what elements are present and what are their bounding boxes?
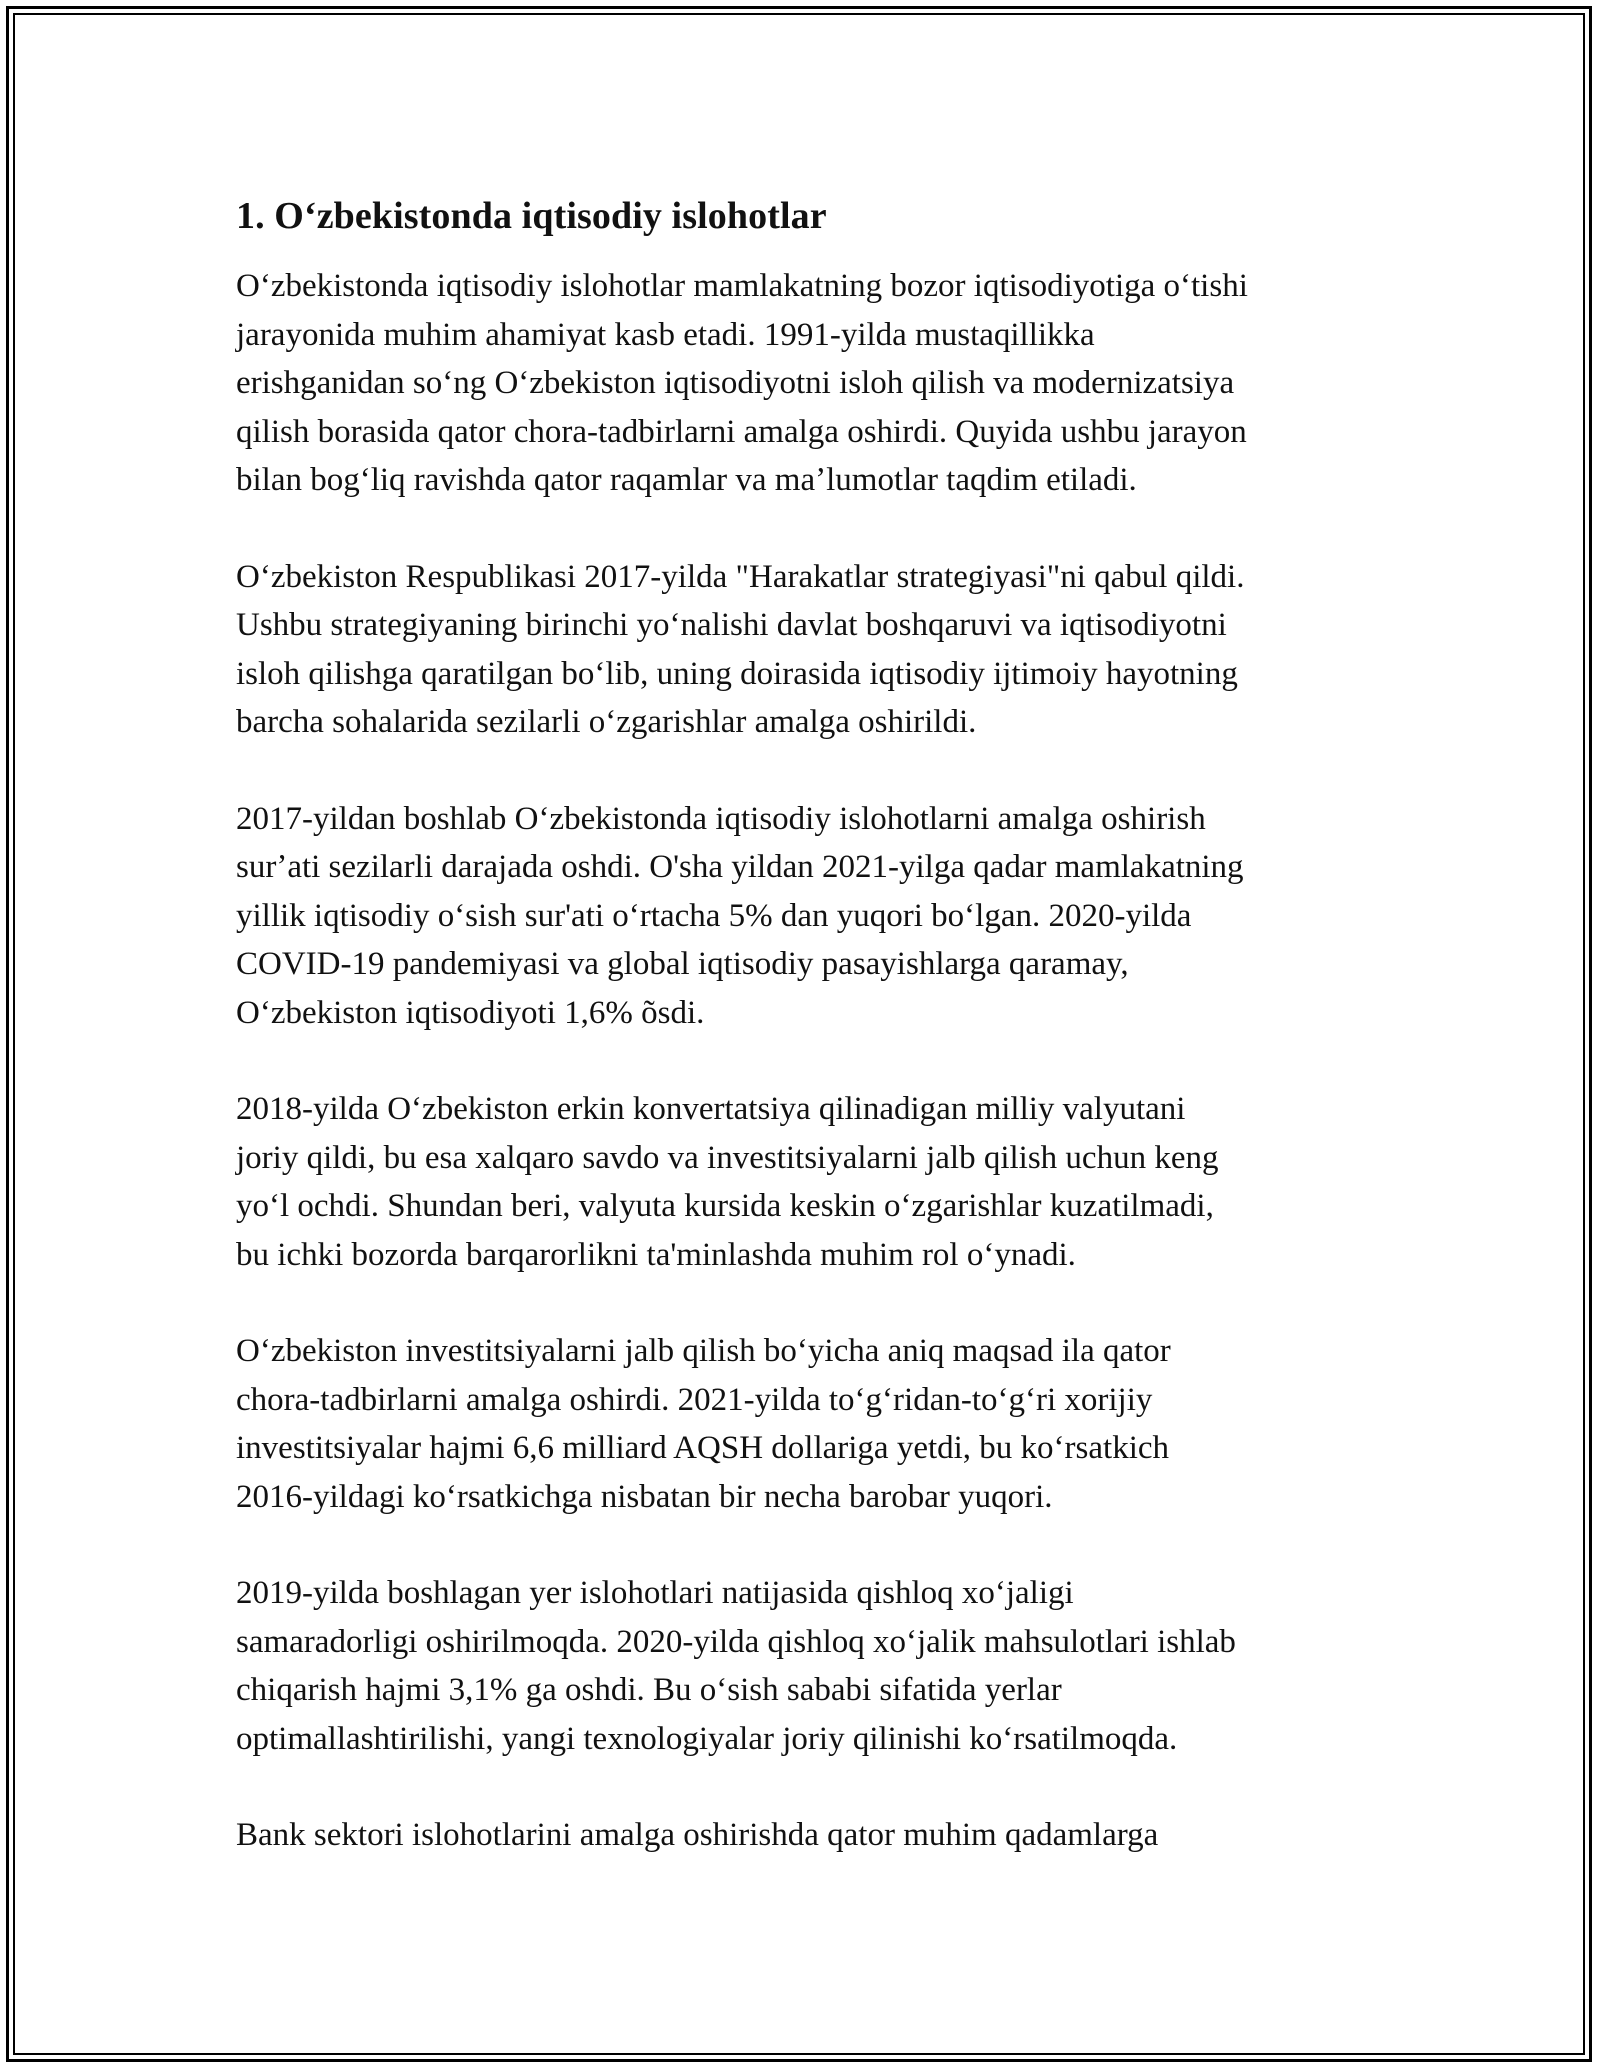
text-line: Oʻzbekiston iqtisodiyoti 1,6% õsdi. [236, 994, 705, 1031]
paragraph-5 [236, 1327, 1386, 1521]
text-line: bu ichki bozorda barqarorlikni ta'minlashda muhim rol oʻynadi. [236, 1236, 1076, 1273]
text-line: jarayonida muhim ahamiyat kasb etadi. 1991-yilda mustaqillikka [236, 316, 1095, 353]
text-line: 2016-yildagi koʻrsatkichga nisbatan bir necha barobar yuqori. [236, 1478, 1053, 1515]
text-line: Bank sektori islohotlarini amalga oshirishda qator muhim qadamlarga [236, 1817, 1159, 1853]
text-line: yoʻl ochdi. Shundan beri, valyuta kursida keskin oʻzgarishlar kuzatilmadi, [236, 1188, 1214, 1224]
text-line: isloh qilishga qaratilgan boʻlib, uning doirasida iqtisodiy ijtimoiy hayotning [236, 655, 1238, 692]
paragraph-7 [236, 1811, 1386, 1860]
text-line: chora-tadbirlarni amalga oshirdi. 2021-yilda toʻgʻridan-toʻgʻri xorijiy [236, 1381, 1153, 1418]
text-line: samaradorligi oshirilmoqda. 2020-yilda qishloq xoʻjalik mahsulotlari ishlab [236, 1623, 1236, 1660]
paragraph-1 [236, 262, 1386, 505]
text-line: joriy qildi, bu esa xalqaro savdo va investitsiyalarni jalb qilish uchun keng [236, 1139, 1219, 1176]
document-page [236, 188, 1386, 1908]
text-line: bilan bogʻliq ravishda qator raqamlar va maʼlumotlar taqdim etiladi. [236, 462, 1137, 498]
text-line: 2019-yilda boshlagan yer islohotlari natijasida qishloq xoʻjaligi [236, 1575, 1074, 1611]
text-line: investitsiyalar hajmi 6,6 milliard AQSH dollariga yetdi, bu koʻrsatkich [236, 1430, 1170, 1466]
text-line: chiqarish hajmi 3,1% ga oshdi. Bu oʻsish sababi sifatida yerlar [236, 1672, 1062, 1708]
text-line: barcha sohalarida sezilarli oʻzgarishlar amalga oshirildi. [236, 704, 977, 740]
paragraph-2 [236, 553, 1386, 747]
text-line: surʼati sezilarli darajada oshdi. O'sha yildan 2021-yilga qadar mamlakatning [236, 849, 1244, 885]
paragraph-4 [236, 1085, 1386, 1279]
text-line: optimallashtirilishi, yangi texnologiyalar joriy qilinishi koʻrsatilmoqda. [236, 1720, 1178, 1757]
text-line: COVID-19 pandemiyasi va global iqtisodiy pasayishlarga qaramay, [236, 946, 1129, 982]
text-line: Ushbu strategiyaning birinchi yoʻnalishi davlat boshqaruvi va iqtisodiyotni [236, 607, 1227, 643]
text-line: qilish borasida qator chora-tadbirlarni amalga oshirdi. Quyida ushbu jarayon [236, 413, 1247, 450]
text-line: 2017-yildan boshlab Oʻzbekistonda iqtisodiy islohotlarni amalga oshirish [236, 800, 1206, 837]
paragraph-6 [236, 1569, 1386, 1763]
text-line: Oʻzbekistonda iqtisodiy islohotlar mamlakatning bozor iqtisodiyotiga oʻtishi [236, 268, 1248, 304]
text-line: yillik iqtisodiy oʻsish sur'ati oʻrtacha 5% dan yuqori boʻlgan. 2020-yilda [236, 897, 1192, 934]
section-heading: 1. Oʻzbekistonda iqtisodiy islohotlar [236, 195, 827, 237]
text-line: Oʻzbekiston Respublikasi 2017-yilda "Harakatlar strategiyasi"ni qabul qildi. [236, 558, 1245, 595]
text-line: erishganidan soʻng Oʻzbekiston iqtisodiyotni isloh qilish va modernizatsiya [236, 365, 1235, 401]
text-line: 2018-yilda Oʻzbekiston erkin konvertatsiya qilinadigan milliy valyutani [236, 1091, 1186, 1127]
paragraph-3 [236, 795, 1386, 1038]
text-line: Oʻzbekiston investitsiyalarni jalb qilish boʻyicha aniq maqsad ila qator [236, 1333, 1171, 1369]
